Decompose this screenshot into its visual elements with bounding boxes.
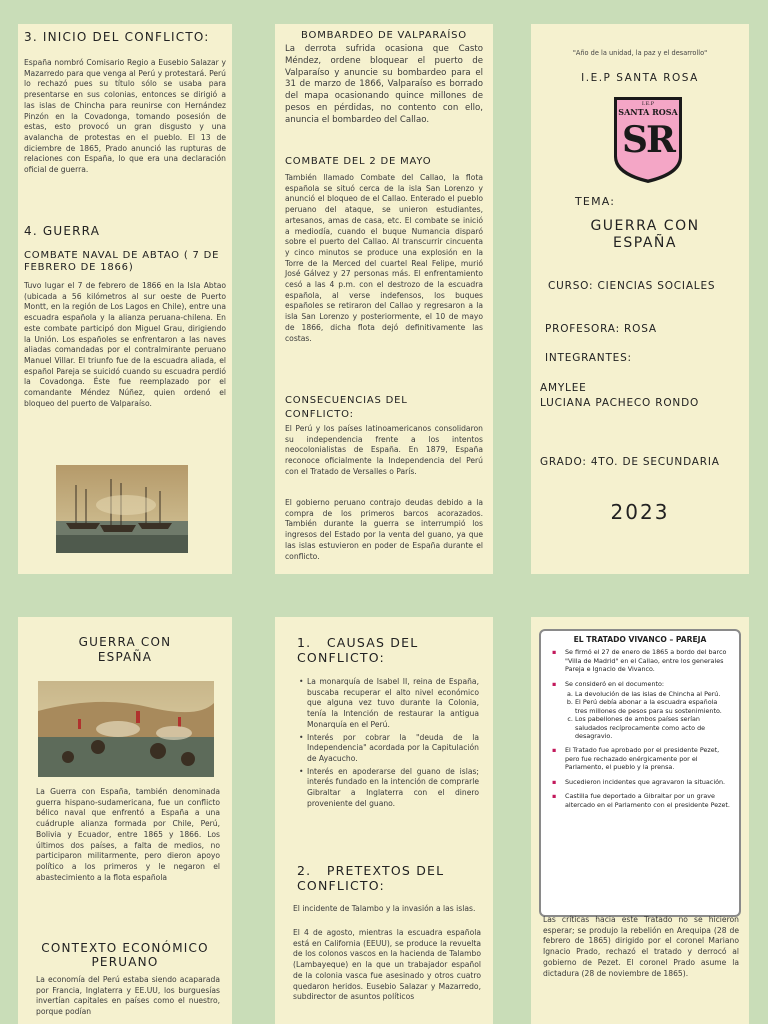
abtao-title: COMBATE NAVAL DE ABTAO ( 7 DE FEBRERO DE 1866) [24,250,220,273]
section-3-text: España nombró Comisario Regio a Eusebio Salazar y Mazarredo para que venga al Perú y protestará. Perú lo rechazó pues su título sólo se usaba para presentarse en sus colonias, entonces se dirigió a las islas de Chincha para reunirse con Hernández Pinzón en la Covadonga, tomando posesión de estas, esto provocó un gran disgusto y una avalancha de protestas en el pueblo. El 13 de diciembre de 1865, Prado anunció las rupturas de relaciones con España, lo que era una declaración oficial de guerra. [24,58,226,175]
contexto-text: La economía del Perú estaba siendo acaparada por Francia, Inglaterra y EE.UU, los burguesías invertían capitales en países como el nuestro, porque podían [36,975,220,1017]
motto: "Año de la unidad, la paz y el desarrollo" [572,49,708,57]
contexto-title: CONTEXTO ECONÓMICO PERUANO [41,941,209,969]
panel-cover [531,24,749,574]
profesora: PROFESORA: ROSA [545,323,657,335]
tratado-text: Las críticas hacia este Tratado no se hicieron esperar; se produjo la rebelión en Arequipa (28 de febrero de 1865) dirigido por el coronel Mariano Ignacio Prado, rechazó el tratado y derrocó al gobierno de Pezet. El coronel Prado asume la dictadura (28 de noviembre de 1865). [543,915,739,978]
causas-title: 1. CAUSAS DEL CONFLICTO: [297,635,424,665]
school-name: I.E.P SANTA ROSA [581,72,699,84]
integrante-1: AMYLEE [540,382,587,394]
dos-de-mayo-title: COMBATE DEL 2 DE MAYO [285,156,432,167]
tratado-item-2-intro: Se consideró en el documento: [565,679,665,688]
section-4-title: 4. GUERRA [24,224,101,238]
panel-inicio-guerra [18,24,232,574]
tratado-item-2 [549,680,731,741]
logo-initials: SR [622,119,674,161]
tratado-subitem-a: a. La devolución de las islas de Chincha al Perú. [575,690,731,698]
tratado-subitem-c: c. Los pabellones de ambos países serían saludados recíprocamente como acto de desagravio. [575,715,731,740]
consecuencias-text-2: El gobierno peruano contrajo deudas debido a la compra de los primeros barcos acorazados. También durante la guerra se interrumpió los ingresos del Estado por la venta del guano, ya que las islas estuvieron en poder de España durante el conflicto. [285,498,483,561]
pretextos-title: 2. PRETEXTOS DEL CONFLICTO: [297,863,450,893]
tratado-item-4: ▪ Sucedieron incidentes que agravaron la situación. [549,778,731,786]
pretextos-text-1: El incidente de Talambo y la invasión a las islas. [293,904,476,913]
grado: GRADO: 4TO. DE SECUNDARIA [540,456,720,468]
naval-battle-painting [56,465,188,553]
integrante-2: LUCIANA PACHECO RONDO [540,397,700,409]
panel-causas-pretextos [275,617,493,1024]
year: 2023 [610,500,670,524]
integrantes-label: INTEGRANTES: [545,352,632,364]
tratado-sublist [565,690,731,740]
panel-valparaiso-callao [275,24,493,574]
tratado-item-3: ▪ El Tratado fue aprobado por el presidente Pezet, pero fue rechazado enérgicamente por el Parlamento, el pueblo y la prensa. [549,746,731,771]
guerra-title: GUERRA CON ESPAÑA [78,635,172,664]
causa-3: • Interés en apoderarse del guano de islas; interés fundado en la intención de comprarle Gibraltar a Inglaterra con el dinero proveniente del guano. [299,767,479,810]
logo-name-text: SANTA ROSA [618,107,678,117]
causa-2: • Interés por cobrar la "deuda de la Independencia" acordada por la Capitulación de Ayacucho. [299,733,479,765]
guerra-text: La Guerra con España, también denominada guerra hispano-sudamericana, fue un conflicto bélico naval que enfrentó a España a una cuádruple alianza formada por Chile, Perú, Bolivia y Ecuador, entre 1865 y 1866. Los últimos dos países, a falta de medios, no participaron militarmente, pero dieron apoyo político a los primeros y le negaron el abastecimiento a la flota española [36,787,220,882]
tratado-box [539,629,741,917]
abtao-text: Tuvo lugar el 7 de febrero de 1866 en la Isla Abtao (ubicada a 56 kilómetros al sur oeste de Puerto Montt, en la región de Los Lagos en Chile), entre una escuadra española y la alianza peruana-chilena. En este combate participó don Miguel Grau, dirigiendo la Unión. Los españoles se enfrentaron a las naves aliadas comandadas por el contralmirante peruano Manuel Villar. El triunfo fue de la escuadra aliada, el español Pareja se suicidó cuando su escuadra perdió la Covadonga. Éste fue reemplazado por el comandante Méndez Núñez, quien ordenó el bloqueo del puerto de Valparaíso. [24,281,226,408]
logo-top-text: I.E.P [641,101,655,107]
panel-guerra-con-espana [18,617,232,1024]
section-3-title: 3. INICIO DEL CONFLICTO: [24,30,210,44]
battle-painting [38,681,214,777]
consecuencias-title: CONSECUENCIAS DEL CONFLICTO: [285,395,408,420]
panel-tratado [531,617,749,1024]
causas-list [299,677,479,809]
tratado-item-5: ▪ Castilla fue deportado a Gibraltar por un grave altercado en el Parlamento con el presidente Pezet. [549,792,731,809]
tema-value: GUERRA CON ESPAÑA [590,218,700,251]
valparaiso-text: La derrota sufrida ocasiona que Casto Méndez, ordene bloquear el puerto de Valparaíso y anuncie su bombardeo para el 31 de marzo de 1866, Valparaíso es borrado del mapa ocasionando quince millones de pesos en pérdidas, no contento con ello, anuncia el bombardeo del Callao. [285,44,483,125]
tratado-box-title: EL TRATADO VIVANCO – PAREJA [573,635,707,644]
causa-1: • La monarquía de Isabel II, reina de España, buscaba recuperar el alto nivel económico que alguna vez tuvo durante la Colonia, tenía la Intención de restaurar la antigua Monarquía en el Perú. [299,677,479,731]
pretextos-text-2: El 4 de agosto, mientras la escuadra española está en California (EEUU), se produce la revuelta de los colonos vascos en la hacienda de Talambo (Lambayeque) en la que un trabajador español de la colonia vasca fue asesinado y otros cuatro quedaron heridos. Eusebio Salazar y Mazarredo, subdirector de asuntos políticos [293,928,481,1002]
tema-label: TEMA: [575,195,616,208]
curso: CURSO: CIENCIAS SOCIALES [548,280,716,292]
consecuencias-text-1: El Perú y los países latinoamericanos consolidaron su independencia frente a los intentos neocolonialistas de España. En 1879, España reconoce oficialmente la Independencia del Perú con el Tratado de Versalles o París. [285,424,483,476]
tratado-subitem-b: b. El Perú debía abonar a la escuadra española tres millones de pesos para su sostenimiento. [575,698,731,715]
valparaiso-title: BOMBARDEO DE VALPARAÍSO [301,30,467,41]
dos-de-mayo-text: También llamado Combate del Callao, la flota española se situó cerca de la isla San Lorenzo y anunció el bloqueo de el Callao. Enterado el pueblo peruano del ataque, se unieron estudiantes, artesanos, amas de casa, etc. El combate se inició a mediodía, cuando el buque Numancia disparó sobre el puerto del Callao. Al transcurrir cincuenta y cinco minutos se produce una explosión en la Torre de la Merced del cuartel Real Felipe, murió José Gálvez y 27 personas más. El enfrentamiento cesó a las 4 p.m. con el destrozo de la escuadra española, al verse indefensos, los buques españoles se retiraron del Callao y regresaron a la isla San Lorenzo y posteriormente, el 10 de mayo de 1866, dicha flota dejó definitivamente las costas. [285,173,483,343]
tratado-item-1: ▪ Se firmó el 27 de enero de 1865 a bordo del barco "Villa de Madrid" en el Callao, entre los generales Pareja e Ignacio de Vivanco. [549,648,731,673]
school-logo [612,95,684,185]
